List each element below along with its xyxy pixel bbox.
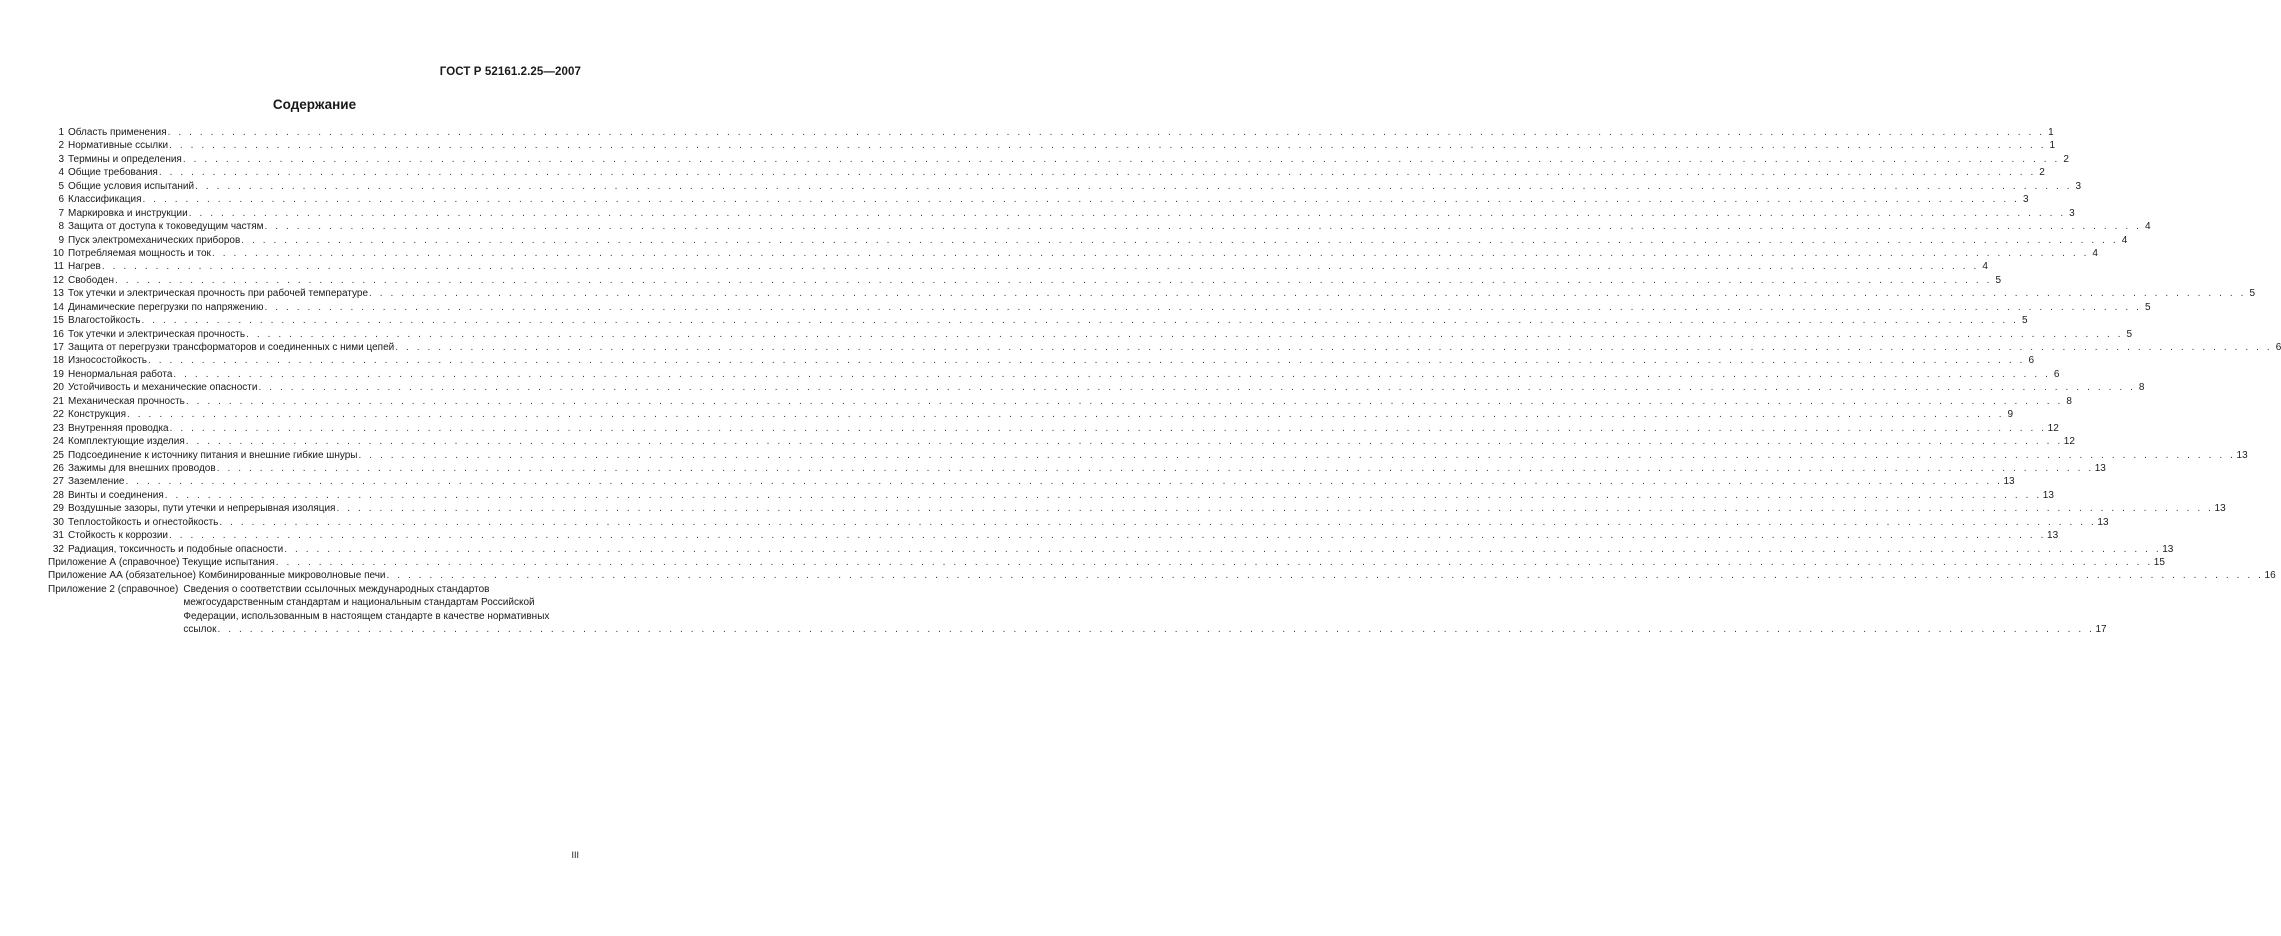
toc-entry[interactable] [48,287,2256,300]
toc-entry-label: Внутренняя проводка [68,422,169,434]
page-number-roman: III [571,850,579,860]
toc-entry-label: Устойчивость и механические опасности [68,382,258,394]
dot-leader [115,274,1992,287]
toc-entry-page: 13 [2214,503,2226,515]
toc-entry-page: 4 [2144,221,2151,233]
toc-entry-number: 29 [52,503,64,515]
dot-leader [186,435,2063,448]
toc-entry-label: Воздушные зазоры, пути утечки и непрерывная изоляция [68,503,336,515]
toc-entry-number: 20 [52,382,64,394]
toc-entry[interactable] [48,354,2035,367]
toc-entry-number: 13 [52,288,64,300]
toc-entry-page: 3 [2022,194,2029,206]
toc-entry-page: 13 [2047,530,2059,542]
toc-entry[interactable] [48,274,2002,287]
toc-entry[interactable] [48,139,2056,152]
dot-leader [369,287,2246,300]
toc-entry-label: Защита от доступа к токоведущим частям [68,221,264,233]
toc-entry[interactable] [48,166,2045,179]
toc-annex-label: Приложение А (справочное) Текущие испытания [48,557,275,568]
toc-entry-page: 6 [2028,355,2035,367]
toc-entry-page: 2 [2063,153,2069,165]
toc-entry[interactable] [48,328,2133,341]
toc-annex-line: Сведения о соответствии ссылочных международных стандартов [183,583,490,595]
toc-entry-label: Конструкция [68,409,127,421]
toc-entry-number: 17 [52,342,64,353]
dot-leader [336,502,2213,515]
dot-leader [102,260,1979,273]
toc-entry-page: 13 [2042,489,2054,501]
toc-annex-head: Приложение 2 (справочное) [48,583,179,595]
dot-leader [159,166,2036,179]
dot-leader [142,314,2019,327]
toc-entry-label: Термины и определения [68,153,182,165]
toc-entry-page: 13 [2094,462,2106,474]
toc-entry-number: 21 [52,395,64,407]
toc-entry-number: 24 [52,436,64,448]
toc-entry-label: Область применения [68,127,167,138]
dot-leader [170,422,2047,435]
toc-annex-entry[interactable] [48,556,2165,569]
toc-entry-number: 2 [58,140,64,152]
dot-leader [395,341,2272,354]
toc-entry[interactable] [48,422,2059,435]
toc-entry[interactable] [48,462,2106,475]
toc-entry-number: 9 [58,234,64,246]
toc-entry[interactable] [48,260,1988,273]
dot-leader [246,328,2123,341]
toc-entry-label: Классификация [68,194,142,206]
toc-entry-number: 19 [52,368,64,380]
toc-entry-page: 6 [2053,368,2060,380]
toc-entry-number: 27 [52,476,64,488]
toc-entry-page: 8 [2066,395,2072,407]
toc-entry[interactable] [48,449,2248,462]
toc-entry-page: 5 [2144,301,2151,313]
toc-entry-number: 25 [52,449,64,461]
dot-leader [219,516,2096,529]
toc-entry-label: Нагрев [68,261,101,273]
toc-entry-number: 16 [52,328,64,340]
toc-entry-page: 13 [2003,476,2015,488]
toc-entry-number: 1 [58,127,64,138]
dot-leader [189,207,2066,220]
toc-entry[interactable] [48,153,2069,166]
toc-entry-number: 10 [52,247,64,259]
dot-leader [169,139,2046,152]
toc-entry-page: 4 [1982,261,1988,273]
toc-entry-number: 28 [52,489,64,501]
toc-entry-label: Механическая прочность [68,395,185,407]
toc-entry[interactable] [48,341,2281,354]
toc-entry[interactable] [48,502,2226,515]
toc-entry-number: 22 [52,409,64,421]
toc-annex-line: ссылок [183,624,217,636]
toc-entry-label: Ток утечки и электрическая прочность [68,328,246,340]
toc-annex-line: межгосударственным стандартам и национальным стандартам Российской [183,597,535,609]
toc-entry[interactable] [48,435,2075,448]
toc-entry-page: 4 [2092,247,2098,259]
toc-entry[interactable] [48,220,2151,233]
dot-leader [217,623,2094,636]
toc-entry[interactable] [48,314,2028,327]
dot-leader [125,475,2002,488]
dot-leader [165,489,2042,502]
toc-entry-number: 30 [52,516,64,528]
dot-leader [183,153,2060,166]
toc-entry[interactable] [48,126,2054,139]
toc-entry-number: 18 [52,355,64,367]
dot-leader [168,126,2045,139]
toc-entry[interactable] [48,247,2098,260]
toc-entry[interactable] [48,516,2109,529]
toc-entry[interactable] [48,234,2128,247]
toc-entry-label: Потребляемая мощность и ток [68,247,211,259]
toc-entry-page: 5 [2126,328,2133,340]
toc-entry-label: Общие условия испытаний [68,180,195,192]
toc-entry-label: Стойкость к коррозии [68,530,168,542]
toc-entry-number: 7 [58,207,64,219]
toc-entry-page: 5 [2249,288,2256,300]
toc-entry-label: Ток утечки и электрическая прочность при рабочей температуре [68,288,369,300]
toc-entry-label: Винты и соединения [68,489,164,501]
toc-annex-entry-multiline[interactable] [48,583,2107,637]
toc-entry-page: 3 [2069,207,2075,219]
dot-leader [195,180,2072,193]
toc-entry-number: 5 [58,180,64,192]
toc-entry-page: 6 [2275,342,2281,353]
toc-entry-page: 1 [2048,127,2054,138]
toc-entry-number: 26 [52,462,64,474]
toc-entry-label: Ненормальная работа [68,368,173,380]
dot-leader [264,301,2141,314]
toc-entry-label: Комплектующие изделия [68,436,185,448]
dot-leader [241,234,2118,247]
toc-entry[interactable] [48,529,2059,542]
toc-entry-page: 16 [2264,570,2276,582]
toc-entry-page: 9 [2007,409,2014,421]
toc-entry-number: 3 [58,153,64,165]
dot-leader [358,449,2235,462]
document-id: ГОСТ Р 52161.2.25—2007 [439,66,581,78]
toc-entry-number: 14 [52,301,64,313]
toc-annex-label: Приложение АА (обязательное) Комбинированные микроволновые печи [48,570,386,582]
toc-entry-number: 4 [58,167,64,179]
table-of-contents [48,126,2281,637]
dot-leader [143,193,2020,206]
toc-entry-page: 8 [2138,382,2145,394]
toc-entry-label: Пуск электромеханических приборов [68,234,241,246]
toc-entry[interactable] [48,489,2054,502]
toc-entry[interactable] [48,301,2151,314]
toc-entry-number: 6 [58,194,64,206]
toc-entry-label: Общие требования [68,167,158,179]
toc-entry-page: 2 [2039,167,2045,179]
dot-leader [127,408,2004,421]
toc-entry-number: 8 [58,221,64,233]
toc-annex-line: Федерации, использованным в настоящем стандарте в качестве нормативных [183,610,550,622]
toc-entry[interactable] [48,381,2145,394]
toc-entry-page: 5 [2021,315,2028,327]
toc-entry-label: Зажимы для внешних проводов [68,462,216,474]
toc-entry-label: Маркировка и инструкции [68,207,188,219]
toc-entry-page: 4 [2121,234,2128,246]
toc-entry-label: Нормативные ссылки [68,140,169,152]
dot-leader [387,569,2264,582]
toc-entry[interactable] [48,368,2060,381]
toc-entry-label: Динамические перегрузки по напряжению [68,301,264,313]
dot-leader [217,462,2094,475]
toc-entry-label: Заземление [68,476,125,488]
toc-entry-number: 32 [52,543,64,555]
toc-entry-page: 12 [2047,422,2059,434]
toc-entry-number: 12 [52,274,64,286]
toc-entry-page: 5 [1995,274,2002,286]
toc-entry-label: Радиация, токсичность и подобные опасности [68,543,284,555]
dot-leader [173,368,2050,381]
toc-entry-page: 15 [2153,557,2165,568]
toc-entry-number: 31 [52,530,64,542]
dot-leader [148,354,2025,367]
toc-entry-number: 11 [53,261,64,273]
toc-entry-label: Защита от перегрузки трансформаторов и соединенных с ними цепей [68,342,395,353]
toc-entry-label: Износостойкость [68,355,147,367]
toc-entry-label: Свободен [68,274,114,286]
toc-entry[interactable] [48,475,2015,488]
dot-leader [169,529,2046,542]
toc-entry-page: 13 [2097,516,2109,528]
toc-entry[interactable] [48,207,2075,220]
toc-entry-label: Влагостойкость [68,315,141,327]
toc-entry[interactable] [48,395,2072,408]
dot-leader [264,220,2141,233]
toc-entry-page: 13 [2236,449,2248,461]
dot-leader [276,556,2153,569]
toc-entry-page: 13 [2162,543,2174,555]
dot-leader [284,543,2161,556]
page-title: Содержание [272,97,357,112]
toc-entry-label: Теплостойкость и огнестойкость [68,516,219,528]
dot-leader [258,381,2135,394]
toc-entry-label: Подсоединение к источнику питания и внешние гибкие шнуры [68,449,358,461]
toc-entry-page: 3 [2075,180,2082,192]
toc-entry[interactable] [48,193,2029,206]
toc-annex-last-line [183,623,2106,636]
toc-entry-number: 15 [52,315,64,327]
dot-leader [186,395,2063,408]
toc-annex-entry[interactable] [48,569,2276,582]
toc-entry-page: 12 [2063,436,2075,448]
toc-entry[interactable] [48,543,2174,556]
toc-entry-page: 1 [2049,140,2056,152]
toc-entry[interactable] [48,408,2014,421]
toc-entry-page: 17 [2095,624,2107,636]
dot-leader [212,247,2089,260]
toc-entry-number: 23 [52,422,64,434]
toc-entry[interactable] [48,180,2082,193]
